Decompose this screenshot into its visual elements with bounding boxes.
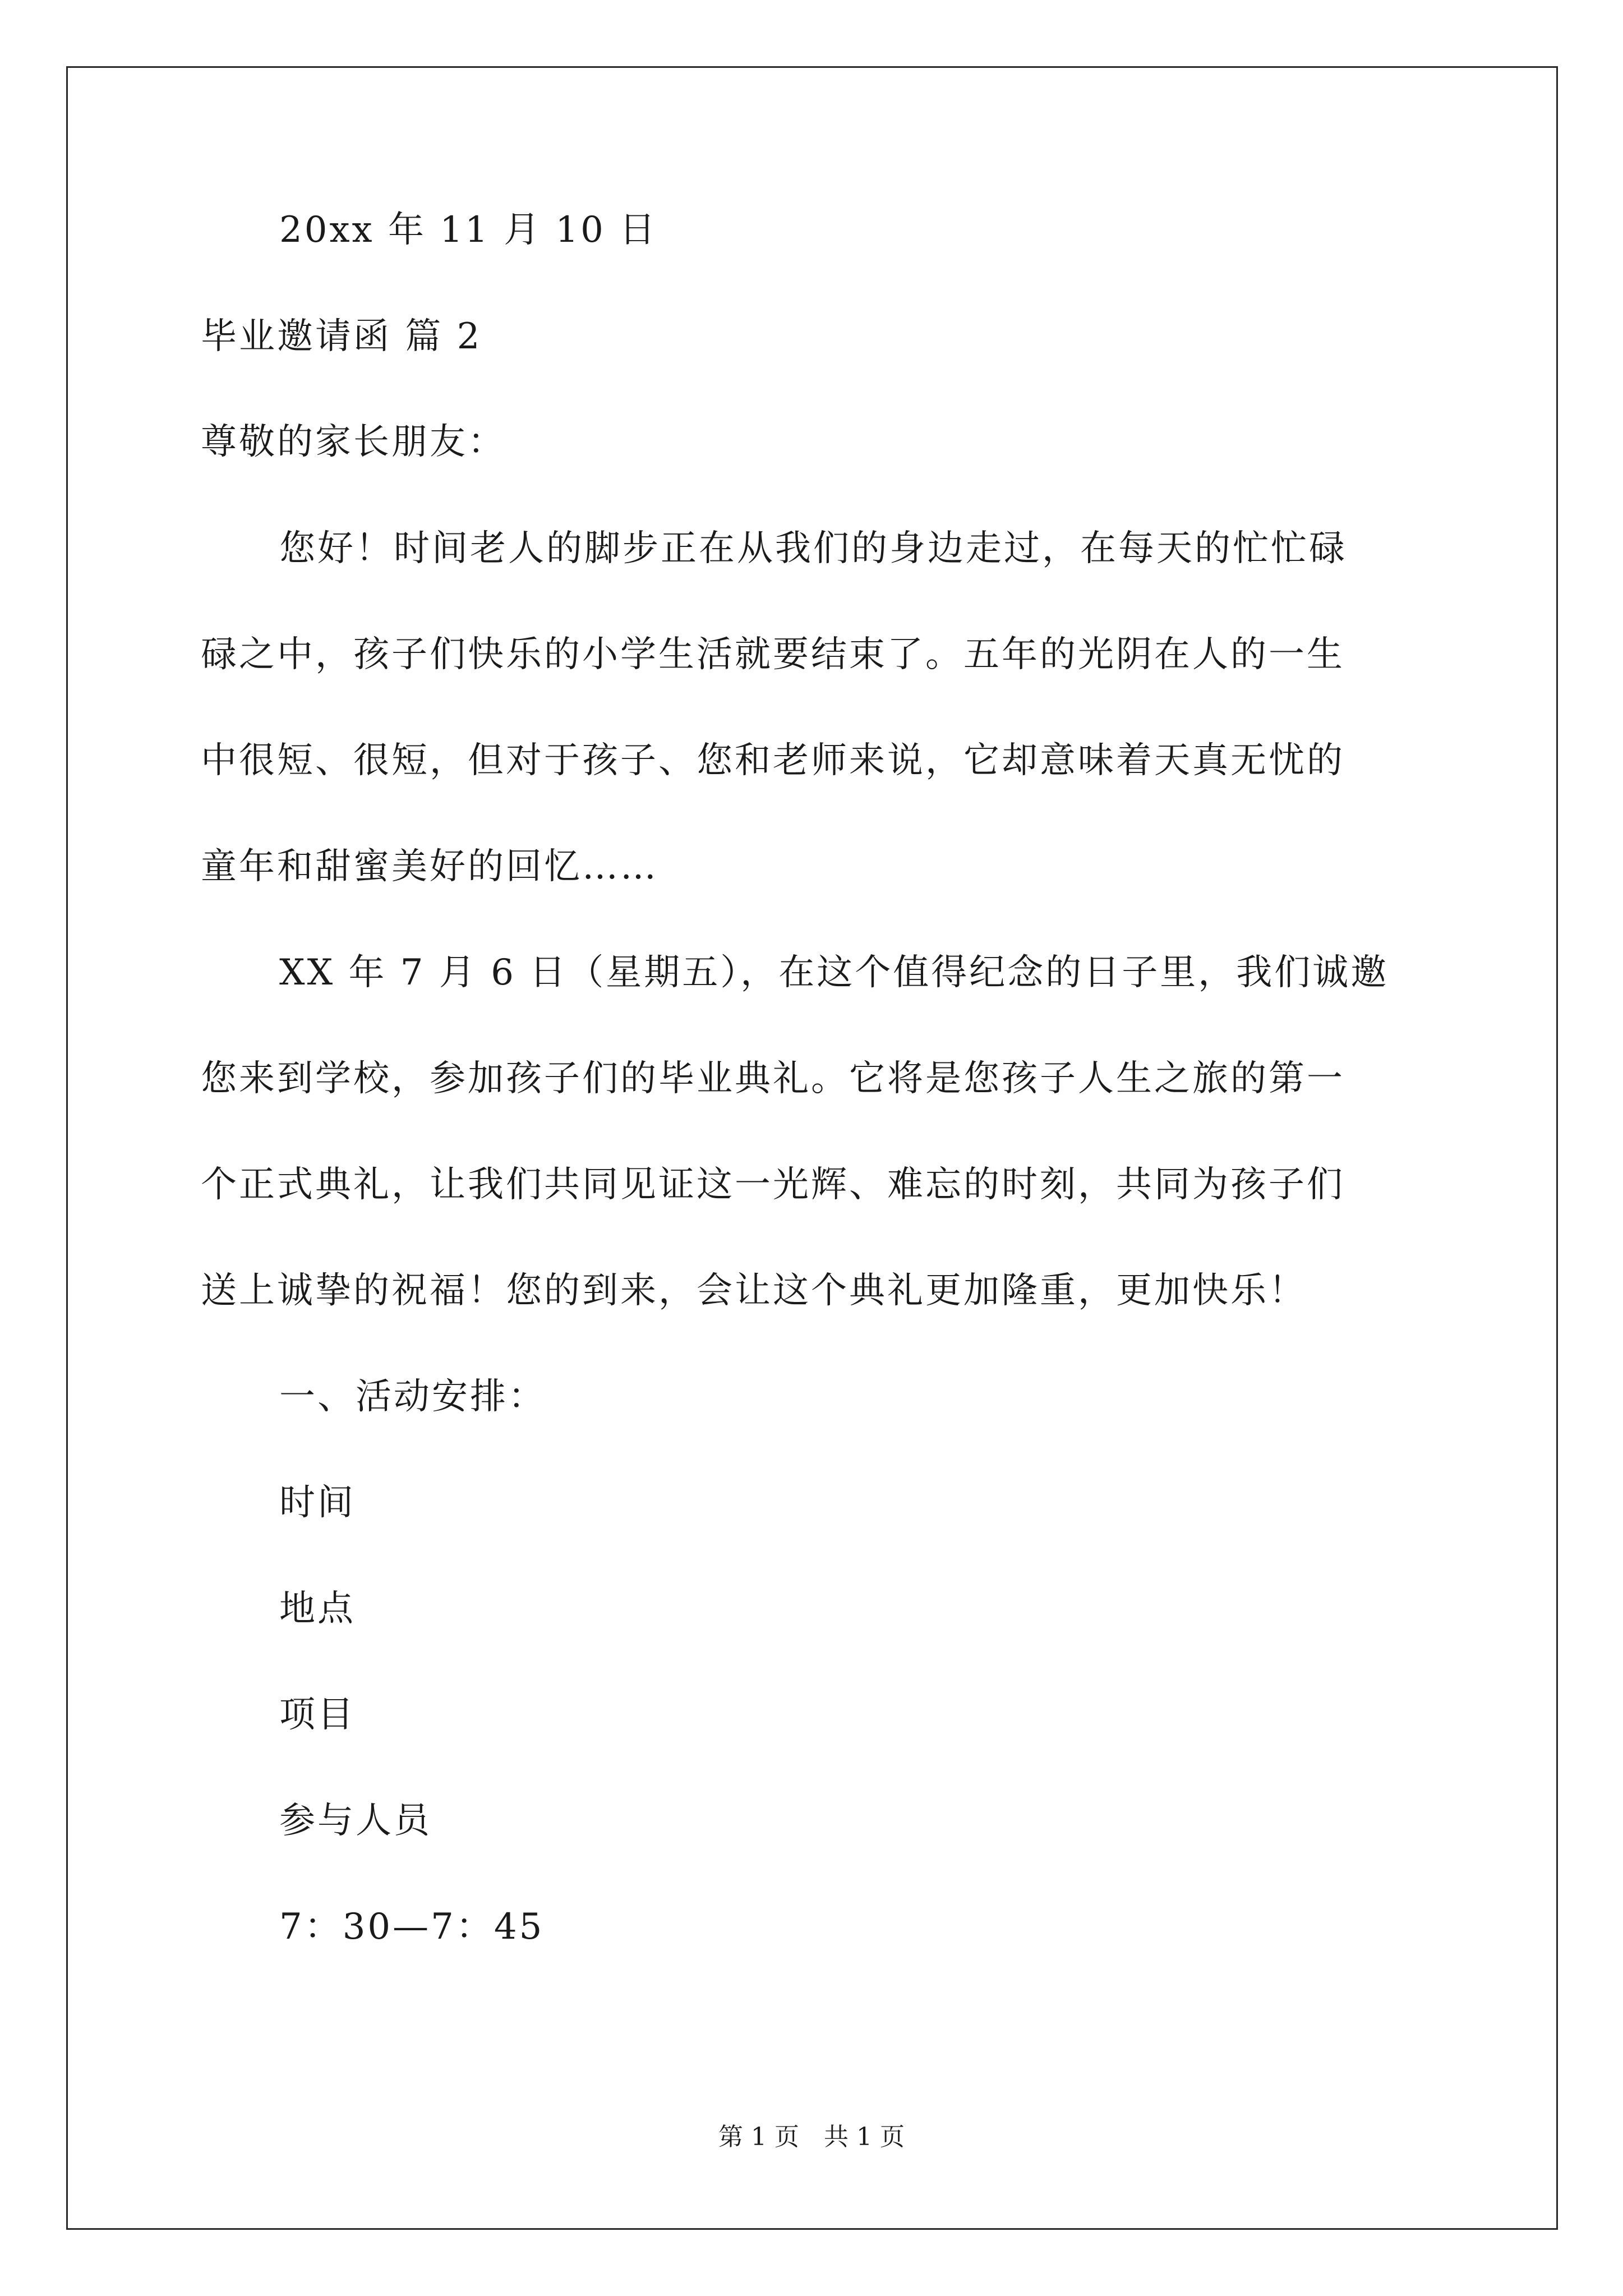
schedule-first-time: 7：30—7：45	[279, 1906, 545, 1948]
page-footer	[0, 2123, 1623, 2151]
schedule-header-participants: 参与人员	[279, 1800, 432, 1842]
schedule-header-location: 地点	[279, 1588, 356, 1630]
paragraph2-line1: XX 年 7 月 6 日（星期五），在这个值得纪念的日子里，我们诚邀	[279, 952, 1389, 993]
page-border	[66, 66, 1558, 2230]
section-heading: 一、活动安排：	[279, 1376, 546, 1418]
paragraph1-line3: 中很短、很短，但对于孩子、您和老师来说，它却意味着天真无忧的	[201, 740, 1345, 781]
paragraph2-line4: 送上诚挚的祝福！您的到来，会让这个典礼更加隆重，更加快乐！	[201, 1270, 1307, 1312]
paragraph1-line1: 您好！时间老人的脚步正在从我们的身边走过，在每天的忙忙碌	[279, 528, 1347, 569]
salutation: 尊敬的家长朋友：	[201, 421, 506, 463]
paragraph2-line2: 您来到学校，参加孩子们的毕业典礼。它将是您孩子人生之旅的第一	[201, 1058, 1345, 1099]
document-title: 毕业邀请函 篇 2	[201, 316, 482, 357]
page-number-label: 第 1 页 共 1 页	[718, 2123, 905, 2151]
paragraph2-line3: 个正式典礼，让我们共同见证这一光辉、难忘的时刻，共同为孩子们	[201, 1164, 1345, 1205]
paragraph1-line2: 碌之中，孩子们快乐的小学生活就要结束了。五年的光阴在人的一生	[201, 634, 1345, 675]
schedule-header-time: 时间	[279, 1482, 356, 1524]
paragraph1-line4: 童年和甜蜜美好的回忆……	[201, 846, 658, 887]
date-line: 20xx 年 11 月 10 日	[279, 209, 658, 251]
schedule-header-item: 项目	[279, 1694, 356, 1736]
